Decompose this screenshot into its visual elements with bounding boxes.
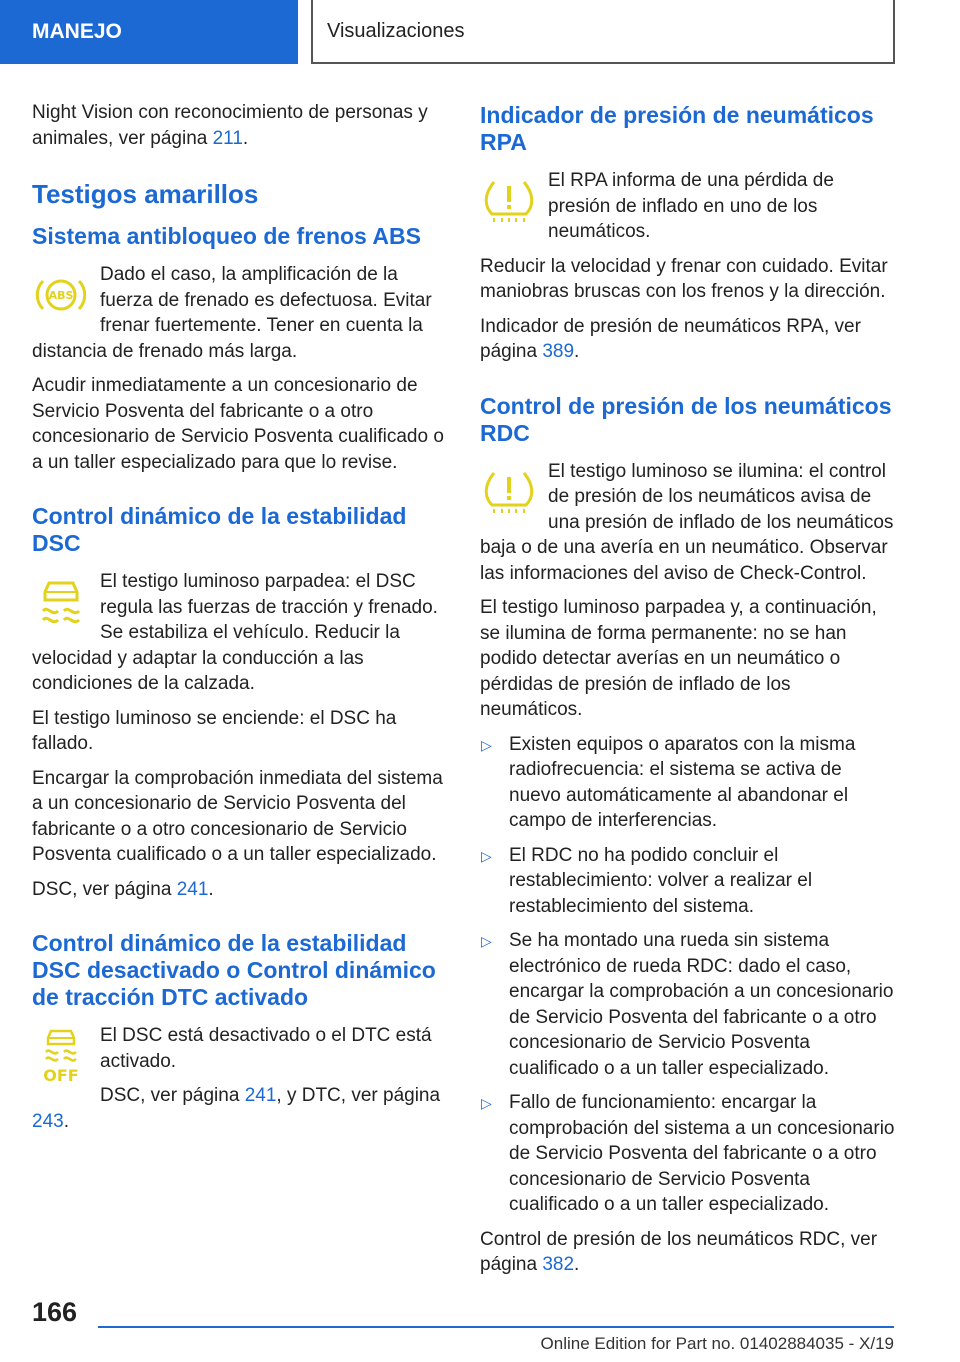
footer-divider	[98, 1326, 894, 1328]
rpa-paragraph-2: Reducir la velocidad y frenar con cuidado. Evitar maniobras bruscas con los frenos y la dirección.	[480, 255, 888, 302]
dsc-icon	[32, 573, 90, 631]
dsc-off-icon	[32, 1027, 90, 1085]
tire-pressure-warning-icon	[480, 463, 538, 521]
page-link-389[interactable]: 389	[542, 341, 575, 362]
dsc-paragraph-1: El testigo luminoso parpadea: el DSC regula las fuerzas de tracción y frenado. Se estabiliza el vehículo. Reducir la velocidad y adaptar la conducción a las condiciones de la calzada.	[32, 571, 438, 694]
abs-paragraph-2: Acudir inmediatamente a un concesionario de Servicio Posventa del fabricante o a otro concesionario de Servicio Posventa cualificado o a un taller especializado para que lo revise.	[32, 375, 444, 473]
rpa-ref: Indicador de presión de neumáticos RPA, ver página 389.	[480, 315, 861, 362]
page-link-241[interactable]: 241	[176, 878, 209, 900]
heading-dsc-off: Control dinámico de la estabilidad DSC desactivado o Control dinámico de tracción DTC activado	[32, 930, 436, 1010]
triangle-bullet-icon: ▷	[481, 736, 492, 753]
section-tab	[0, 0, 298, 64]
heading-dsc: Control dinámico de la estabilidad DSC	[32, 503, 407, 556]
list-item: ▷ Existen equipos o aparatos con la misma radiofrecuencia: el sistema se activa de nuevo automáticamente al abandonar el campo de interferencias.	[481, 733, 856, 831]
dsc-paragraph-2: El testigo luminoso se enciende: el DSC ha fallado.	[32, 707, 397, 754]
heading-abs: Sistema antibloqueo de frenos ABS	[32, 223, 421, 249]
left-column	[32, 100, 450, 1143]
abs-warning-icon	[32, 266, 90, 324]
list-item: ▷ El RDC no ha podido concluir el restablecimiento: volver a realizar el restablecimiento del sistema.	[481, 844, 813, 917]
dsc-off-paragraph-1: El DSC está desactivado o el DTC está activado.	[100, 1025, 432, 1072]
tire-pressure-warning-icon	[480, 172, 538, 230]
page-link-243[interactable]: 243	[32, 1110, 64, 1132]
rdc-ref: Control de presión de los neumáticos RDC, ver página 382.	[480, 1228, 878, 1275]
chapter-title: Visualizaciones	[327, 19, 465, 42]
right-column	[480, 100, 898, 1287]
abs-paragraph-1: Dado el caso, la amplificación de la fuerza de frenado es defectuosa. Evitar frenar fuertemente. Tener en cuenta la distancia de frenado más larga.	[32, 264, 432, 362]
rdc-causes-list	[480, 732, 898, 1218]
svg-text:ABS: ABS	[48, 289, 74, 302]
triangle-bullet-icon: ▷	[481, 933, 492, 949]
heading-rdc: Control de presión de los neumáticos RDC	[480, 392, 892, 446]
dsc-paragraph-3: Encargar la comprobación inmediata del sistema a un concesionario de Servicio Posventa del fabricante o a otro concesionario de Servicio Posventa cualificado o a un taller especializado.	[32, 767, 443, 865]
list-item: ▷ Se ha montado una rueda sin sistema electrónico de rueda RDC: dado el caso, encargar la comprobación a un concesionario de Servicio Posventa del fabricante o a otro concesionario de Servicio Posventa cualificado o a un taller especializado.	[481, 930, 894, 1079]
dsc-off-ref: DSC, ver página 241, y DTC, ver página 243.	[32, 1085, 441, 1132]
night-vision-ref: Night Vision con reconocimiento de personas y animales, ver página 211.	[32, 102, 428, 149]
page-link-211[interactable]: 211	[212, 127, 243, 149]
dsc-ref: DSC, ver página 241.	[32, 878, 214, 900]
list-item: ▷ Fallo de funcionamiento: encargar la comprobación del sistema a un concesionario de Servicio Posventa del fabricante o a otro concesionario de Servicio Posventa cualificado o a un taller especializado.	[481, 1092, 895, 1215]
rdc-paragraph-1: El testigo luminoso se ilumina: el control de presión de los neumáticos avisa de una presión de inflado de los neumáticos baja o de una avería en un neumático. Observar las informaciones del aviso de Check-Control.	[480, 460, 894, 584]
section-label: MANEJO	[32, 20, 122, 43]
chapter-header	[311, 0, 895, 64]
rdc-paragraph-2: El testigo luminoso parpadea y, a continuación, se ilumina de forma permanente: no se han podido detectar averías en un neumático o pérdidas de presión de inflado de los neumáticos.	[480, 597, 877, 720]
heading-testigos-amarillos: Testigos amarillos	[32, 179, 259, 209]
footer-edition: Online Edition for Part no. 01402884035 - X/19	[540, 1334, 894, 1353]
page-link-241-b[interactable]: 241	[244, 1085, 277, 1106]
page-number: 166	[32, 1297, 78, 1327]
off-label: OFF	[43, 1066, 79, 1085]
triangle-bullet-icon: ▷	[481, 847, 492, 864]
rpa-paragraph-1: El RPA informa de una pérdida de presión de inflado en uno de los neumáticos.	[548, 170, 834, 242]
heading-rpa: Indicador de presión de neumáticos RPA	[480, 102, 874, 155]
page-link-382[interactable]: 382	[542, 1254, 575, 1275]
triangle-bullet-icon: ▷	[481, 1095, 492, 1111]
